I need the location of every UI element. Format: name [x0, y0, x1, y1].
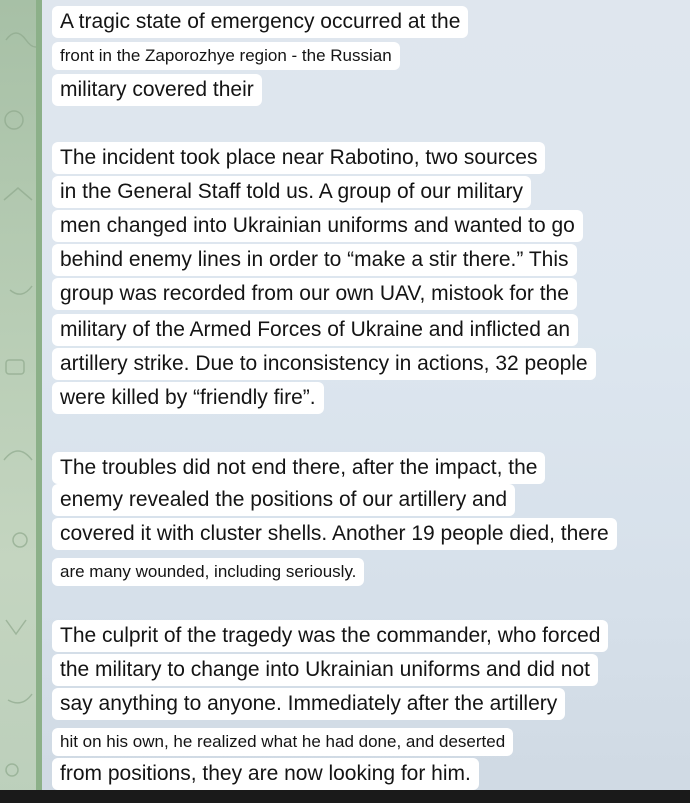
text-line: The culprit of the tragedy was the commander, who forced [52, 620, 608, 652]
text-line: say anything to anyone. Immediately after the artillery [52, 688, 565, 720]
text-line: A tragic state of emergency occurred at the [52, 6, 468, 38]
chat-wallpaper-strip [0, 0, 40, 803]
text-line: in the General Staff told us. A group of our military [52, 176, 531, 208]
text-line: from positions, they are now looking for him. [52, 758, 479, 790]
text-line: artillery strike. Due to inconsistency in actions, 32 people [52, 348, 596, 380]
text-line: The troubles did not end there, after the impact, the [52, 452, 545, 484]
text-line: military covered their [52, 74, 262, 106]
text-line: group was recorded from our own UAV, mistook for the [52, 278, 577, 310]
text-line: are many wounded, including seriously. [52, 558, 364, 586]
text-line: The incident took place near Rabotino, two sources [52, 142, 545, 174]
text-line: hit on his own, he realized what he had done, and deserted [52, 728, 513, 756]
accent-bar [36, 0, 42, 803]
text-line: military of the Armed Forces of Ukraine and inflicted an [52, 314, 578, 346]
text-line: men changed into Ukrainian uniforms and wanted to go [52, 210, 583, 242]
text-line: covered it with cluster shells. Another 19 people died, there [52, 518, 617, 550]
text-line: the military to change into Ukrainian uniforms and did not [52, 654, 598, 686]
text-line: were killed by “friendly fire”. [52, 382, 324, 414]
wallpaper-doodle-icon [0, 0, 40, 803]
bottom-edge [0, 790, 690, 803]
text-line: enemy revealed the positions of our artillery and [52, 484, 515, 516]
text-line: front in the Zaporozhye region - the Russian [52, 42, 400, 70]
text-line: behind enemy lines in order to “make a stir there.” This [52, 244, 577, 276]
